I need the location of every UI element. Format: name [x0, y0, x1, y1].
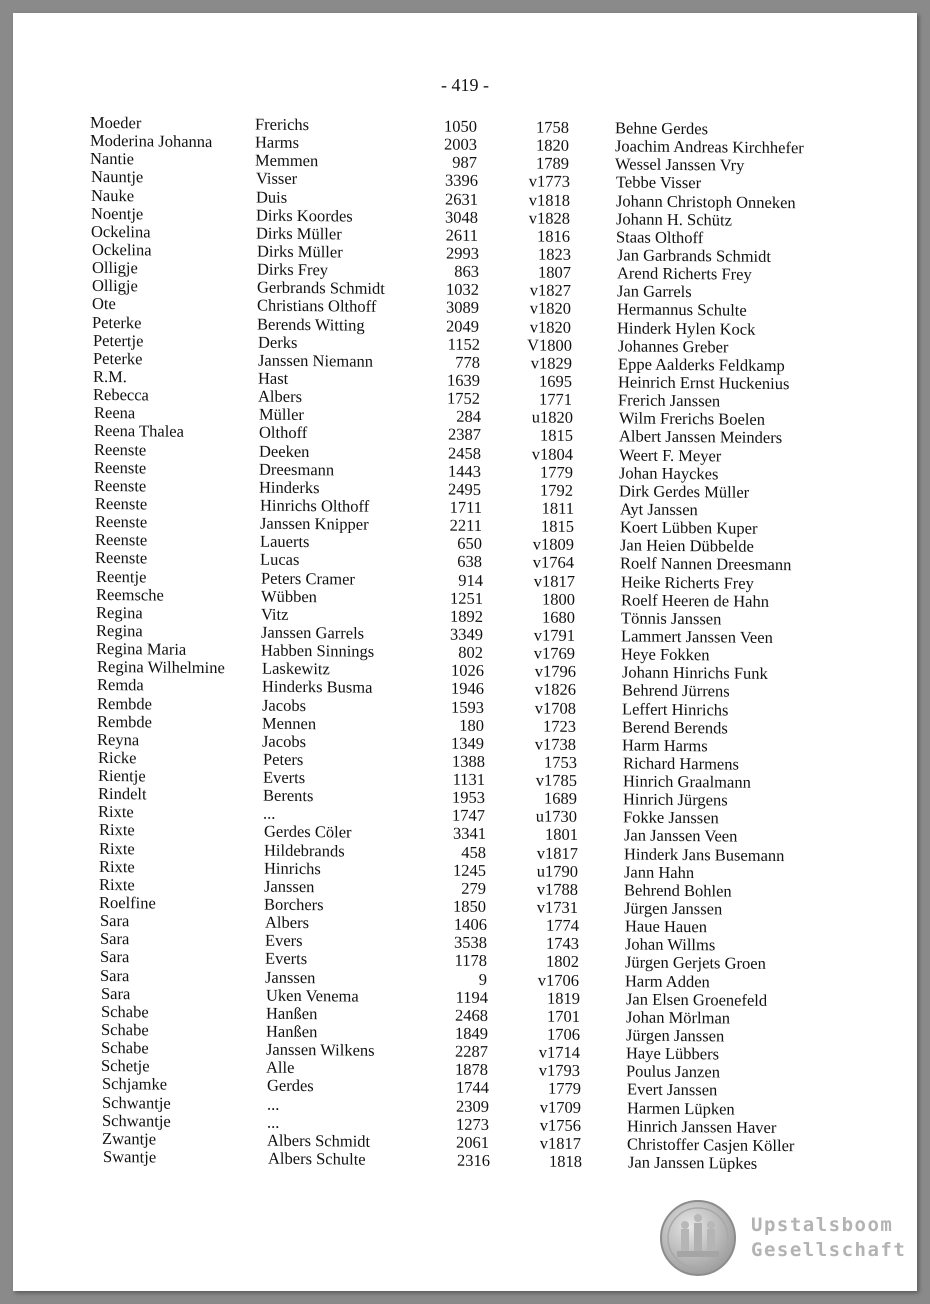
- year-cell: 1819: [547, 988, 580, 1008]
- surname-cell: Hanßen: [266, 1003, 318, 1024]
- spouse-name-cell: Johann H. Schütz: [616, 209, 732, 230]
- year-cell: 1680: [542, 607, 575, 627]
- first-name-cell: Ote: [92, 294, 116, 314]
- year-cell: v1818: [528, 189, 570, 210]
- first-name-cell: Remda: [97, 675, 144, 695]
- year-cell: v1738: [534, 734, 576, 754]
- year-cell: v1764: [532, 552, 574, 573]
- surname-cell: Hinrichs Olthoff: [260, 495, 370, 516]
- entry-number-cell: 2061: [456, 1132, 489, 1152]
- spouse-name-cell: Behrend Bohlen: [624, 880, 732, 901]
- first-name-cell: Regina: [96, 620, 143, 641]
- surname-cell: Müller: [259, 404, 304, 425]
- year-cell: u1820: [531, 407, 573, 428]
- spouse-name-cell: Jan Elsen Groenefeld: [626, 989, 768, 1010]
- spouse-name-cell: Staas Olthoff: [616, 227, 704, 248]
- year-cell: 1706: [547, 1024, 580, 1044]
- document-page: [13, 13, 917, 1291]
- first-name-cell: Rientje: [98, 765, 146, 786]
- entry-number-cell: 180: [459, 715, 484, 735]
- entry-number-cell: 1251: [450, 588, 483, 608]
- spouse-name-cell: Hinrich Graalmann: [623, 771, 751, 792]
- first-name-cell: Reemsche: [96, 584, 164, 605]
- surname-cell: Visser: [256, 168, 298, 189]
- year-cell: 1818: [549, 1151, 582, 1171]
- year-cell: u1790: [536, 861, 578, 881]
- spouse-name-cell: Tebbe Visser: [616, 172, 702, 193]
- spouse-name-cell: Heike Richerts Frey: [621, 571, 754, 593]
- surname-cell: Wübben: [261, 586, 317, 606]
- first-name-cell: Peterke: [93, 348, 143, 369]
- year-cell: 1689: [544, 788, 577, 809]
- first-name-cell: Moeder: [90, 112, 142, 133]
- year-cell: 1823: [538, 244, 571, 264]
- year-cell: v1708: [534, 697, 576, 718]
- surname-cell: Frerichs: [255, 114, 310, 135]
- first-name-cell: Rixte: [99, 838, 135, 858]
- year-cell: 1774: [546, 915, 579, 936]
- first-name-cell: Regina: [96, 602, 143, 623]
- surname-cell: Mennen: [262, 713, 317, 733]
- spouse-name-cell: Ayt Janssen: [620, 499, 698, 520]
- entry-number-cell: 987: [452, 152, 477, 173]
- year-cell: v1791: [533, 625, 575, 645]
- first-name-cell: Zwantje: [102, 1128, 157, 1149]
- surname-cell: Hanßen: [266, 1021, 318, 1042]
- surname-cell: Janssen Knipper: [260, 513, 369, 534]
- spouse-name-cell: Harmen Lüpken: [627, 1098, 735, 1119]
- spouse-name-cell: Haye Lübbers: [626, 1043, 720, 1064]
- entry-number-cell: 2387: [448, 424, 481, 445]
- first-name-cell: Reenste: [94, 457, 147, 478]
- spouse-name-cell: Frerich Janssen: [618, 390, 721, 411]
- year-cell: v1785: [535, 770, 577, 790]
- spouse-name-cell: Eppe Aalderks Feldkamp: [618, 354, 785, 375]
- spouse-name-cell: Evert Janssen: [627, 1079, 718, 1100]
- year-cell: v1817: [533, 570, 575, 591]
- year-cell: u1730: [535, 806, 577, 827]
- surname-cell: Gerdes Cöler: [264, 822, 352, 843]
- entry-number-cell: 279: [461, 878, 486, 898]
- spouse-name-cell: Johann Hinrichs Funk: [622, 662, 768, 684]
- society-logo: [659, 1199, 909, 1279]
- year-cell: v1788: [536, 879, 578, 899]
- spouse-name-cell: Koert Lübben Kuper: [620, 517, 758, 538]
- spouse-name-cell: Harm Adden: [625, 971, 710, 991]
- year-cell: v1769: [533, 643, 575, 663]
- year-cell: v1773: [528, 171, 570, 192]
- spouse-name-cell: Roelf Nannen Dreesmann: [620, 553, 792, 575]
- year-cell: 1758: [536, 117, 569, 137]
- surname-cell: Janssen: [264, 876, 315, 897]
- entry-number-cell: 2495: [448, 479, 481, 499]
- entry-number-cell: 1245: [453, 860, 486, 880]
- surname-cell: Memmen: [255, 150, 319, 171]
- entry-number-cell: 863: [454, 261, 479, 282]
- logo-text: [751, 1213, 906, 1263]
- entry-number-cell: 2287: [455, 1041, 488, 1062]
- surname-cell: Lucas: [260, 549, 300, 570]
- year-cell: 1779: [548, 1079, 581, 1099]
- year-cell: v1828: [528, 208, 570, 228]
- first-name-cell: R.M.: [93, 366, 127, 387]
- surname-cell: Vitz: [261, 604, 289, 624]
- entry-number-cell: 1406: [454, 914, 487, 935]
- year-cell: 1807: [538, 262, 571, 282]
- spouse-name-cell: Jan Janssen Veen: [624, 825, 738, 847]
- entry-number-cell: 778: [455, 352, 480, 372]
- surname-cell: ...: [263, 803, 276, 824]
- spouse-name-cell: Joachim Andreas Kirchhefer: [615, 136, 804, 158]
- first-name-cell: Noentje: [91, 203, 144, 224]
- year-cell: 1695: [539, 371, 572, 391]
- year-cell: 1811: [541, 498, 574, 518]
- year-cell: v1731: [536, 897, 578, 917]
- year-cell: 1771: [539, 389, 572, 409]
- spouse-name-cell: Haue Hauen: [625, 916, 708, 937]
- year-cell: v1817: [539, 1133, 581, 1153]
- surname-cell: Janssen Niemann: [258, 350, 374, 371]
- entry-number-cell: 2316: [457, 1150, 490, 1171]
- entry-number-cell: 650: [457, 533, 482, 554]
- spouse-name-cell: Jan Janssen Lüpkes: [628, 1152, 758, 1173]
- entry-number-cell: 1946: [451, 678, 484, 699]
- first-name-cell: Rembde: [97, 711, 152, 732]
- surname-cell: Evers: [265, 930, 303, 951]
- entry-number-cell: 1850: [453, 896, 486, 917]
- surname-cell: Peters: [263, 749, 304, 769]
- entry-number-cell: 1878: [455, 1059, 488, 1080]
- surname-cell: Hinderks Busma: [262, 676, 373, 698]
- spouse-name-cell: Behne Gerdes: [615, 118, 709, 139]
- entry-number-cell: 1752: [447, 388, 480, 408]
- entry-number-cell: 1747: [452, 805, 485, 826]
- entry-number-cell: 2211: [449, 515, 482, 536]
- spouse-name-cell: Poulus Janzen: [626, 1061, 720, 1082]
- spouse-name-cell: Heinrich Ernst Huckenius: [618, 372, 790, 394]
- first-name-cell: Rebecca: [93, 384, 149, 405]
- surname-cell: Derks: [258, 332, 298, 352]
- spouse-name-cell: Berend Berends: [622, 717, 728, 738]
- page-number: - 419 -: [441, 75, 489, 95]
- year-cell: v1796: [534, 661, 576, 682]
- first-name-cell: Ricke: [98, 747, 137, 768]
- spouse-name-cell: Lammert Janssen Veen: [621, 626, 773, 647]
- surname-cell: Janssen Wilkens: [266, 1039, 375, 1060]
- entry-number-cell: 2611: [445, 225, 478, 245]
- spouse-name-cell: Heye Fokken: [621, 644, 710, 665]
- entry-number-cell: 2309: [456, 1096, 489, 1116]
- first-name-cell: Rixte: [99, 874, 135, 895]
- spouse-name-cell: Jan Garbrands Schmidt: [617, 245, 771, 266]
- entry-number-cell: 2993: [446, 243, 479, 263]
- surname-cell: ...: [267, 1112, 280, 1132]
- first-name-cell: Reena: [94, 403, 136, 423]
- entry-number-cell: 284: [456, 406, 481, 427]
- first-name-cell: Regina Wilhelmine: [97, 657, 225, 678]
- first-name-cell: Reyna: [97, 729, 140, 750]
- entry-number-cell: 1131: [452, 769, 485, 790]
- entry-number-cell: 1273: [456, 1114, 489, 1134]
- entry-number-cell: 1443: [448, 461, 481, 481]
- year-cell: 1802: [546, 952, 579, 972]
- first-name-cell: Sara: [100, 929, 130, 949]
- entry-number-cell: 914: [458, 570, 483, 590]
- first-name-cell: Petertje: [93, 330, 144, 351]
- year-cell: v1709: [539, 1097, 581, 1117]
- entry-number-cell: 3341: [453, 824, 486, 844]
- surname-cell: Hast: [258, 368, 289, 388]
- year-cell: 1815: [540, 425, 573, 446]
- year-cell: V1800: [527, 335, 572, 355]
- year-cell: 1792: [540, 480, 573, 500]
- spouse-name-cell: Christoffer Casjen Köller: [627, 1134, 795, 1156]
- spouse-name-cell: Jürgen Janssen: [624, 898, 723, 919]
- surname-cell: Peters Cramer: [261, 568, 355, 589]
- spouse-name-cell: Wessel Janssen Vry: [615, 154, 745, 175]
- surname-cell: Dirks Müller: [257, 241, 343, 262]
- spouse-name-cell: Johann Christoph Onneken: [616, 190, 796, 212]
- first-name-cell: Rixte: [99, 820, 135, 840]
- year-cell: v1829: [530, 353, 572, 373]
- year-cell: 1743: [546, 933, 579, 954]
- spouse-name-cell: Johannes Greber: [618, 336, 729, 357]
- entry-number-cell: 1152: [447, 334, 480, 354]
- first-name-cell: Schabe: [101, 1001, 149, 1022]
- spouse-name-cell: Roelf Heeren de Hahn: [621, 590, 769, 611]
- year-cell: v1804: [531, 443, 573, 464]
- spouse-name-cell: Jan Heien Dübbelde: [620, 535, 754, 556]
- first-name-cell: Sara: [101, 983, 131, 1003]
- entry-number-cell: 802: [458, 642, 483, 663]
- year-cell: 1815: [541, 516, 574, 536]
- first-name-cell: Sara: [100, 965, 130, 985]
- surname-cell: Dirks Frey: [257, 259, 329, 280]
- first-name-cell: Schwantje: [102, 1110, 171, 1131]
- entry-number-cell: 1349: [451, 733, 484, 753]
- spouse-name-cell: Richard Harmens: [623, 753, 739, 774]
- register-table: [13, 113, 917, 1175]
- spouse-name-cell: Jürgen Janssen: [626, 1025, 725, 1046]
- spouse-name-cell: Johan Mörlman: [626, 1007, 731, 1028]
- spouse-name-cell: Jürgen Gerjets Groen: [625, 952, 766, 974]
- entry-number-cell: 3538: [454, 932, 487, 953]
- year-cell: v1817: [536, 843, 578, 863]
- spouse-name-cell: Jann Hahn: [624, 862, 695, 882]
- first-name-cell: Rembde: [97, 693, 152, 713]
- year-cell: 1801: [545, 825, 578, 845]
- first-name-cell: Olligje: [92, 257, 138, 278]
- first-name-cell: Swantje: [103, 1146, 157, 1167]
- entry-number-cell: 1892: [450, 606, 483, 626]
- surname-cell: Jacobs: [262, 731, 306, 751]
- entry-number-cell: 3396: [445, 170, 478, 191]
- surname-cell: Hinderks: [259, 477, 320, 498]
- year-cell: v1820: [529, 298, 571, 319]
- first-name-cell: Sara: [100, 911, 130, 931]
- surname-cell: Deeken: [259, 441, 310, 461]
- year-cell: 1723: [543, 716, 576, 736]
- first-name-cell: Schabe: [101, 1019, 149, 1040]
- surname-cell: Hinrichs: [264, 858, 321, 878]
- first-name-cell: Sara: [100, 947, 130, 967]
- first-name-cell: Reenste: [94, 439, 147, 459]
- first-name-cell: Schetje: [101, 1056, 150, 1076]
- spouse-name-cell: Fokke Janssen: [623, 807, 719, 828]
- surname-cell: Berents: [263, 785, 314, 806]
- spouse-name-cell: Wilm Frerichs Boelen: [619, 408, 765, 430]
- spouse-name-cell: Johan Hayckes: [619, 463, 719, 484]
- first-name-cell: Regina Maria: [96, 638, 187, 659]
- first-name-cell: Rindelt: [98, 784, 147, 804]
- first-name-cell: Peterke: [92, 312, 142, 332]
- surname-cell: Albers: [265, 912, 309, 933]
- surname-cell: ...: [267, 1094, 280, 1114]
- first-name-cell: Nauntje: [91, 167, 144, 187]
- year-cell: 1800: [542, 589, 575, 609]
- surname-cell: Berends Witting: [257, 314, 365, 335]
- first-name-cell: Moderina Johanna: [90, 130, 213, 152]
- entry-number-cell: 9: [478, 969, 487, 989]
- first-name-cell: Schwantje: [102, 1092, 171, 1113]
- first-name-cell: Rixte: [99, 856, 135, 877]
- spouse-name-cell: Behrend Jürrens: [622, 680, 730, 701]
- entry-number-cell: 2468: [455, 1005, 488, 1025]
- year-cell: v1793: [538, 1060, 580, 1081]
- surname-cell: Dreesmann: [259, 459, 335, 480]
- surname-cell: Uken Venema: [266, 985, 359, 1006]
- surname-cell: Laskewitz: [262, 658, 330, 679]
- year-cell: 1820: [536, 135, 569, 155]
- spouse-name-cell: Hinrich Janssen Haver: [627, 1116, 777, 1137]
- first-name-cell: Ockelina: [91, 221, 151, 242]
- entry-number-cell: 2049: [446, 316, 479, 336]
- spouse-name-cell: Hermannus Schulte: [617, 299, 747, 321]
- first-name-cell: Reenste: [95, 493, 148, 514]
- surname-cell: Hildebrands: [264, 840, 345, 861]
- entry-number-cell: 2003: [444, 134, 477, 154]
- year-cell: 1816: [537, 226, 570, 246]
- entry-number-cell: 3349: [450, 624, 483, 644]
- spouse-name-cell: Johan Willms: [625, 934, 716, 955]
- entry-number-cell: 3048: [445, 207, 478, 227]
- first-name-cell: Rixte: [98, 802, 134, 822]
- entry-number-cell: 1639: [447, 370, 480, 390]
- surname-cell: Albers Schmidt: [267, 1130, 371, 1151]
- surname-cell: Everts: [263, 767, 306, 788]
- surname-cell: Harms: [255, 132, 299, 153]
- surname-cell: Albers: [258, 386, 302, 407]
- first-name-cell: Reena Thalea: [94, 421, 184, 442]
- entry-number-cell: 1050: [444, 116, 477, 136]
- year-cell: v1809: [532, 534, 574, 555]
- year-cell: 1753: [544, 752, 577, 772]
- logo-line-1: Upstalsboom: [751, 1214, 894, 1236]
- first-name-cell: Ockelina: [92, 239, 152, 260]
- entry-number-cell: 1026: [451, 660, 484, 681]
- surname-cell: Alle: [266, 1057, 295, 1078]
- entry-number-cell: 1849: [455, 1023, 488, 1044]
- surname-cell: Everts: [265, 949, 308, 969]
- year-cell: 1779: [540, 462, 573, 482]
- entry-number-cell: 1194: [455, 987, 488, 1007]
- first-name-cell: Nauke: [91, 185, 135, 205]
- spouse-name-cell: Hinrich Jürgens: [623, 789, 728, 810]
- surname-cell: Janssen Garrels: [261, 622, 365, 643]
- spouse-name-cell: Arend Richerts Frey: [617, 263, 752, 284]
- surname-cell: Gerdes: [267, 1076, 314, 1096]
- year-cell: v1706: [537, 970, 579, 990]
- surname-cell: Gerbrands Schmidt: [257, 277, 385, 299]
- entry-number-cell: 2458: [448, 443, 481, 463]
- seal-icon: [659, 1199, 737, 1277]
- year-cell: v1826: [534, 679, 576, 700]
- spouse-name-cell: Harm Harms: [622, 735, 708, 756]
- entry-number-cell: 1953: [452, 787, 485, 808]
- year-cell: 1789: [536, 153, 569, 174]
- entry-number-cell: 638: [457, 552, 482, 572]
- surname-cell: Dirks Müller: [256, 223, 342, 244]
- spouse-name-cell: Leffert Hinrichs: [622, 698, 729, 719]
- year-cell: v1827: [529, 280, 571, 301]
- first-name-cell: Reenste: [95, 530, 148, 550]
- surname-cell: Albers Schulte: [268, 1148, 366, 1169]
- surname-cell: Duis: [256, 187, 288, 207]
- entry-number-cell: 1711: [449, 497, 482, 517]
- first-name-cell: Nantie: [90, 149, 134, 169]
- surname-cell: Lauerts: [260, 531, 310, 552]
- entry-number-cell: 2631: [445, 189, 478, 209]
- entry-number-cell: 458: [461, 842, 486, 862]
- first-name-cell: Olligje: [92, 276, 138, 296]
- surname-cell: Janssen: [265, 967, 316, 987]
- logo-line-2: Gesellschaft: [751, 1239, 907, 1261]
- surname-cell: Borchers: [264, 894, 324, 915]
- spouse-name-cell: Hinderk Hylen Kock: [617, 317, 756, 339]
- spouse-name-cell: Dirk Gerdes Müller: [619, 481, 750, 502]
- spouse-name-cell: Weert F. Meyer: [619, 444, 722, 465]
- entry-number-cell: 1388: [452, 751, 485, 771]
- year-cell: 1701: [547, 1006, 580, 1026]
- surname-cell: Jacobs: [262, 695, 306, 715]
- spouse-name-cell: Albert Janssen Meinders: [619, 426, 783, 448]
- spouse-name-cell: Jan Garrels: [617, 281, 692, 302]
- spouse-name-cell: Hinderk Jans Busemann: [624, 844, 785, 865]
- surname-cell: Dirks Koordes: [256, 205, 353, 226]
- first-name-cell: Reenste: [95, 548, 148, 568]
- surname-cell: Olthoff: [259, 422, 308, 443]
- year-cell: v1756: [539, 1115, 581, 1135]
- entry-number-cell: 1178: [454, 951, 487, 971]
- year-cell: v1820: [529, 316, 571, 337]
- first-name-cell: Schabe: [101, 1038, 149, 1058]
- entry-number-cell: 3089: [446, 297, 479, 318]
- first-name-cell: Reenste: [95, 511, 148, 532]
- first-name-cell: Schjamke: [102, 1074, 168, 1095]
- entry-number-cell: 1593: [451, 697, 484, 717]
- first-name-cell: Reenste: [94, 475, 147, 496]
- spouse-name-cell: Tönnis Janssen: [621, 608, 722, 629]
- first-name-cell: Roelfine: [99, 892, 156, 913]
- first-name-cell: Reentje: [96, 566, 147, 586]
- entry-number-cell: 1744: [456, 1078, 489, 1098]
- year-cell: v1714: [538, 1042, 580, 1063]
- entry-number-cell: 1032: [446, 279, 479, 300]
- surname-cell: Habben Sinnings: [261, 640, 375, 661]
- surname-cell: Christians Olthoff: [257, 295, 377, 317]
